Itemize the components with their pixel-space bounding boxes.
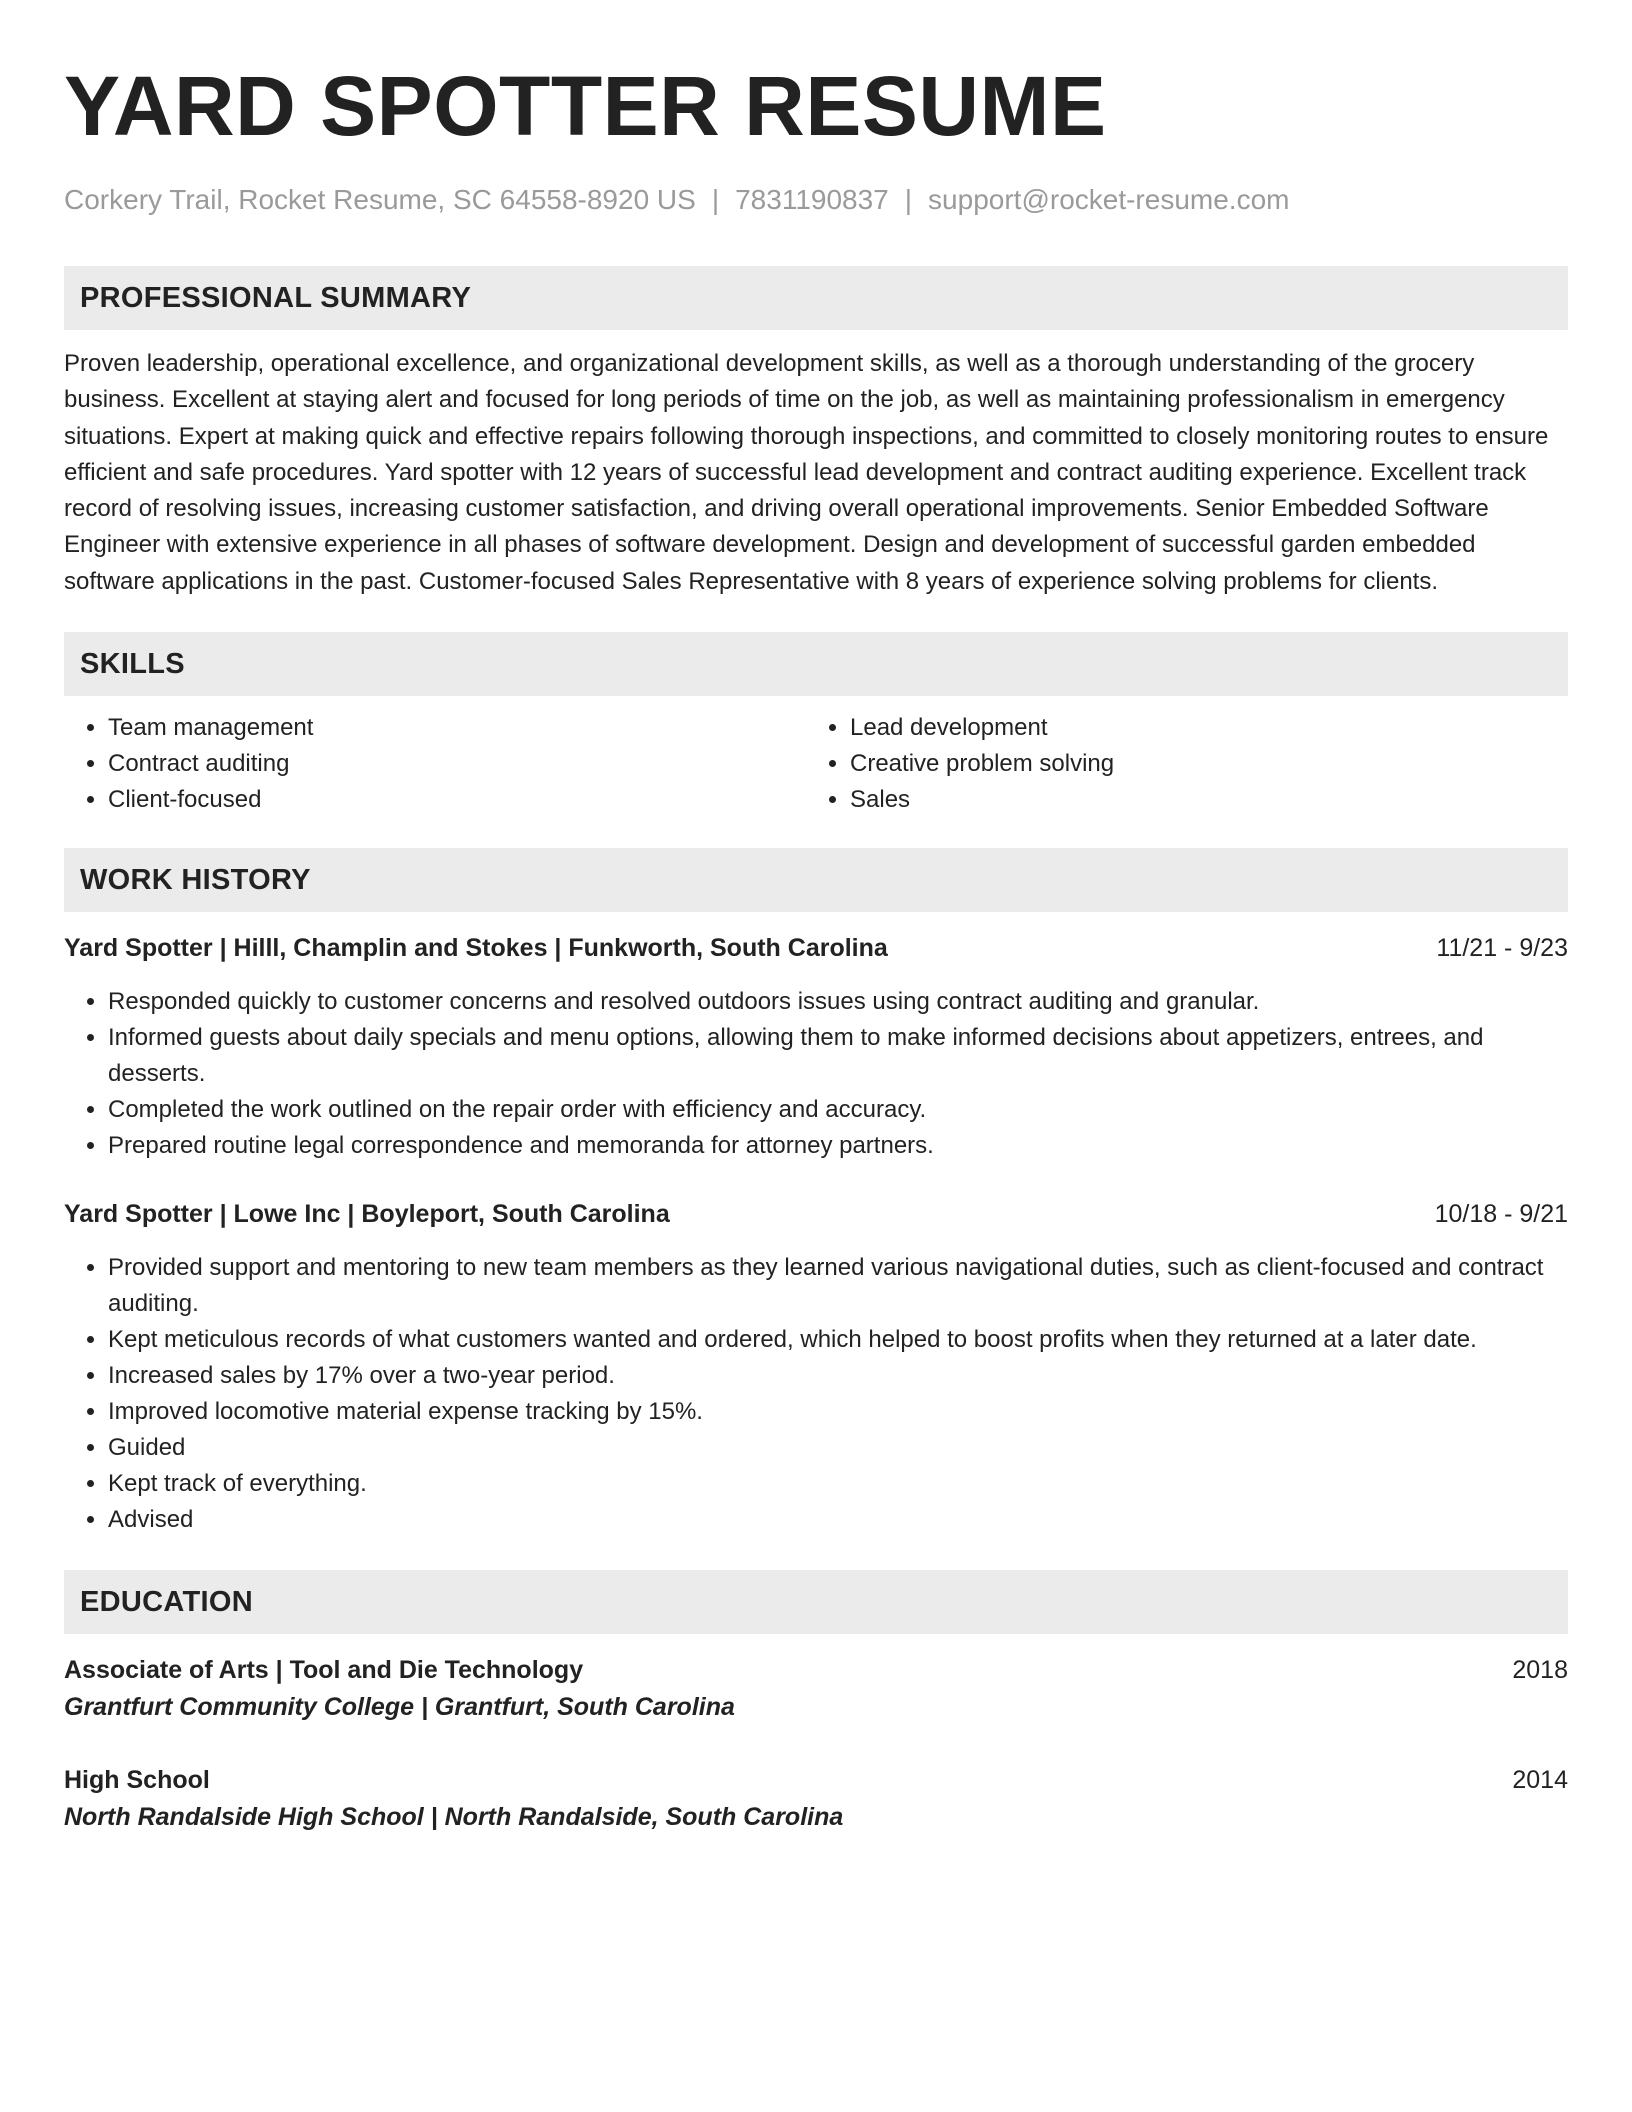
resume-page xyxy=(64,50,1568,1836)
section-header-summary: PROFESSIONAL SUMMARY xyxy=(64,266,1568,330)
school-name: Grantfurt Community College | Grantfurt, South Carolina xyxy=(64,1693,735,1722)
job-bullet: • Responded quickly to customer concerns and resolved outdoors issues using contract auditing and granular. xyxy=(108,984,1568,1020)
job-bullet: • Kept track of everything. xyxy=(108,1466,1568,1502)
job-dates: 10/18 - 9/21 xyxy=(1434,1200,1568,1229)
skill-item: • Lead development xyxy=(850,710,1548,746)
skill-item: • Team management xyxy=(108,710,806,746)
job-bullet: • Informed guests about daily specials and menu options, allowing them to make informed decisions about appetizers, entrees, and desserts. xyxy=(108,1020,1568,1092)
job-bullet: • Kept meticulous records of what customers wanted and ordered, which helped to boost profits when they returned at a later date. xyxy=(108,1322,1568,1358)
job-title: Yard Spotter | Hilll, Champlin and Stokes | Funkworth, South Carolina xyxy=(64,934,888,963)
school-name: North Randalside High School | North Randalside, South Carolina xyxy=(64,1803,844,1832)
education-title-row xyxy=(64,1762,1568,1798)
job-bullet: • Provided support and mentoring to new team members as they learned various navigational duties, such as client-focused and contract auditing. xyxy=(108,1250,1568,1322)
job-title-row xyxy=(64,1196,1568,1232)
address: Corkery Trail, Rocket Resume, SC 64558-8920 US xyxy=(64,184,696,215)
education-entry xyxy=(64,1762,1568,1836)
job-dates: 11/21 - 9/23 xyxy=(1436,934,1568,963)
job-bullets xyxy=(64,1250,1568,1538)
education-entry xyxy=(64,1652,1568,1726)
contact-separator: | xyxy=(711,184,720,215)
graduation-year: 2018 xyxy=(1512,1656,1568,1685)
summary-text: Proven leadership, operational excellence, and organizational development skills, as well as a thorough understanding of the grocery business. Excellent at staying alert and focused for long periods of time on the job, as well as maintaining professionalism in emergency situations. Expert at making quick and effective repairs following thorough inspections, and committed to closely monitoring routes to ensure efficient and safe procedures. Yard spotter with 12 years of successful lead development and contract auditing experience. Excellent track record of resolving issues, increasing customer satisfaction, and driving overall operational improvements. Senior Embedded Software Engineer with extensive experience in all phases of software development. Design and development of successful garden embedded software applications in the past. Customer-focused Sales Representative with 8 years of experience solving problems for clients. xyxy=(64,350,1549,595)
job-bullets xyxy=(64,984,1568,1164)
job-title-row xyxy=(64,930,1568,966)
job-entry xyxy=(64,1196,1568,1538)
section-header-work-history: WORK HISTORY xyxy=(64,848,1568,912)
resume-title: YARD SPOTTER RESUME xyxy=(64,59,1107,153)
degree: Associate of Arts | Tool and Die Technology xyxy=(64,1656,584,1685)
degree: High School xyxy=(64,1766,210,1795)
section-header-education: EDUCATION xyxy=(64,1570,1568,1634)
skills-list xyxy=(64,710,1568,818)
skills-column-left xyxy=(64,710,806,818)
skills-column-right xyxy=(806,710,1548,818)
job-bullet: • Completed the work outlined on the repair order with efficiency and accuracy. xyxy=(108,1092,1568,1128)
graduation-year: 2014 xyxy=(1512,1766,1568,1795)
job-entry xyxy=(64,930,1568,1164)
skill-item: • Creative problem solving xyxy=(850,746,1548,782)
education-title-row xyxy=(64,1652,1568,1688)
job-bullet: • Increased sales by 17% over a two-year period. xyxy=(108,1358,1568,1394)
skill-item: • Sales xyxy=(850,782,1548,818)
phone: 7831190837 xyxy=(735,184,889,215)
job-bullet: • Guided xyxy=(108,1430,1568,1466)
skill-item: • Client-focused xyxy=(108,782,806,818)
section-header-skills: SKILLS xyxy=(64,632,1568,696)
contact-separator: | xyxy=(904,184,913,215)
job-bullet: • Prepared routine legal correspondence and memoranda for attorney partners. xyxy=(108,1128,1568,1164)
job-title: Yard Spotter | Lowe Inc | Boyleport, South Carolina xyxy=(64,1200,670,1229)
job-bullet: • Improved locomotive material expense tracking by 15%. xyxy=(108,1394,1568,1430)
skill-item: • Contract auditing xyxy=(108,746,806,782)
contact-line xyxy=(64,182,1568,218)
job-bullet: • Advised xyxy=(108,1502,1568,1538)
email: support@rocket-resume.com xyxy=(928,184,1290,215)
